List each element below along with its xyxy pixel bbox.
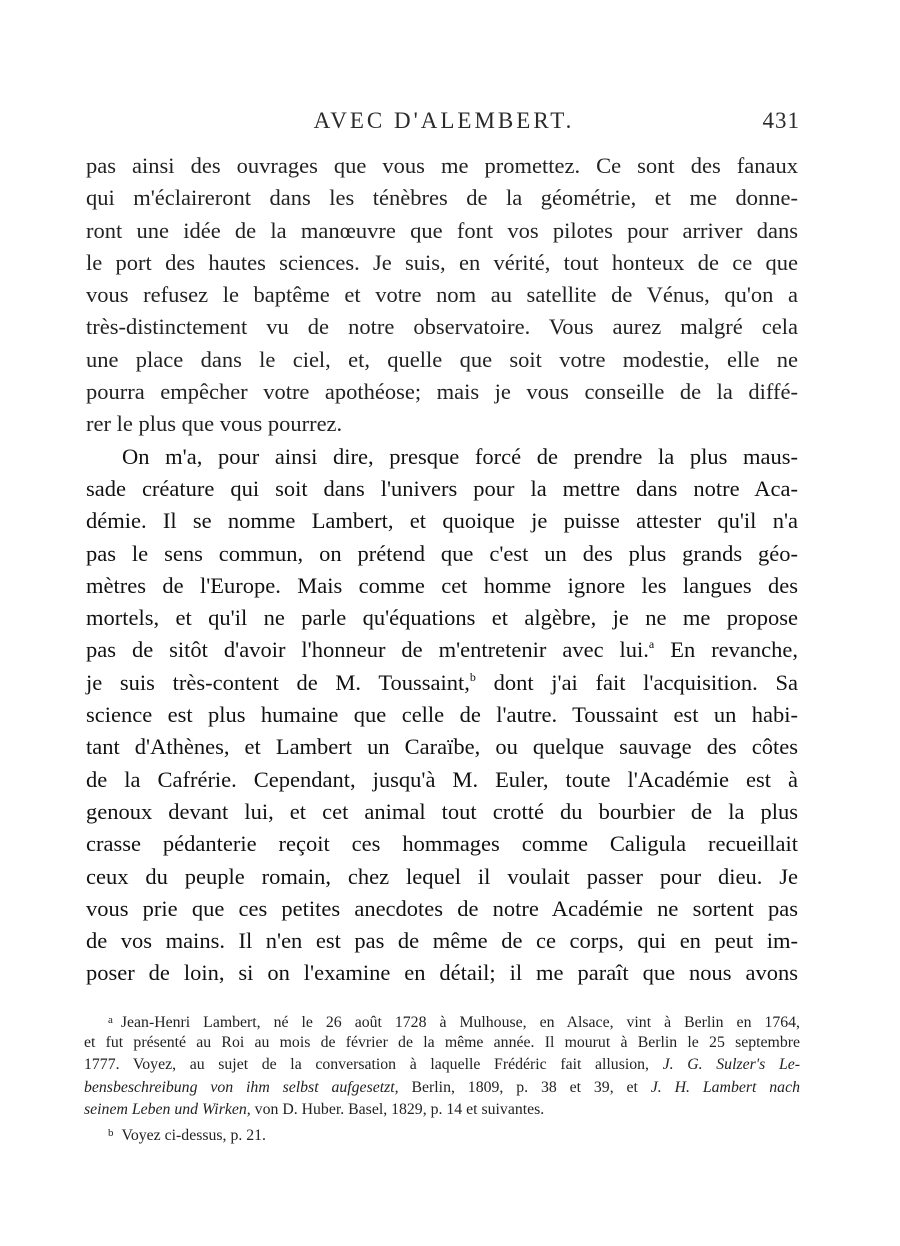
footnotes bbox=[84, 1009, 800, 1144]
footnote-text: Voyez ci-dessus, p. 21. bbox=[121, 1126, 266, 1144]
body-line-text: En revanche, bbox=[654, 637, 799, 663]
page-header-title: AVEC D'ALEMBERT. bbox=[313, 108, 575, 133]
footnote-a bbox=[84, 1009, 800, 1032]
body-line-text: dont j'ai fait l'acquisition. Sa bbox=[475, 669, 798, 695]
body-line: de vos mains. Il n'en est pas de même de ce corps, qui en peut im- bbox=[86, 928, 798, 954]
footnote-text: von D. Huber. Basel, 1829, p. 14 et suivantes. bbox=[250, 1101, 545, 1118]
body-line-text: je suis très-content de M. Toussaint, bbox=[86, 669, 470, 695]
body-line: poser de loin, si on l'examine en détail; il me paraît que nous avons bbox=[86, 960, 798, 986]
footnote-marker-b: b bbox=[108, 1126, 114, 1139]
footnote-line bbox=[84, 1077, 800, 1100]
body-line: pourra empêcher votre apothéose; mais je vous conseille de la diffé- bbox=[86, 379, 798, 405]
footnote-b bbox=[84, 1122, 800, 1145]
body-line-text: pas de sitôt d'avoir l'honneur de m'entretenir avec lui. bbox=[86, 637, 649, 663]
body-line: rer le plus que vous pourrez. bbox=[86, 411, 343, 437]
footnote-marker-a: a bbox=[108, 1014, 113, 1026]
body-line: crasse pédanterie reçoit ces hommages comme Caligula recueillait bbox=[86, 831, 798, 857]
body-line: une place dans le ciel, et, quelle que soit votre modestie, elle ne bbox=[86, 346, 798, 372]
body-line: pas ainsi des ouvrages que vous me promettez. Ce sont des fanaux bbox=[86, 153, 798, 178]
body-line: tant d'Athènes, et Lambert un Caraïbe, ou quelque sauvage des côtes bbox=[86, 734, 798, 760]
footnote-ref-a[interactable]: a bbox=[648, 637, 655, 652]
footnote-line bbox=[84, 1099, 800, 1122]
body-line: mortels, et qu'il ne parle qu'équations et algèbre, je ne me propose bbox=[86, 605, 798, 631]
body-line: le port des hautes sciences. Je suis, en vérité, tout honteux de ce que bbox=[86, 249, 798, 275]
footnote-text: Jean-Henri Lambert, né le 26 août 1728 à Mulhouse, en Alsace, vint à Berlin en 1764, bbox=[120, 1014, 800, 1031]
body-line: genoux devant lui, et cet animal tout crotté du bourbier de la plus bbox=[86, 798, 798, 824]
body-line: démie. Il se nomme Lambert, et quoique je puisse attester qu'il n'a bbox=[86, 508, 798, 534]
body-line: science est plus humaine que celle de l'autre. Toussaint est un habi- bbox=[86, 702, 798, 728]
body-line: pas le sens commun, on prétend que c'est un des plus grands géo- bbox=[86, 540, 798, 566]
body-text bbox=[86, 150, 798, 990]
running-head bbox=[88, 108, 800, 140]
body-line: qui m'éclaireront dans les ténèbres de la géométrie, et me donne- bbox=[86, 185, 798, 211]
page-number: 431 bbox=[762, 108, 800, 133]
body-line: de la Cafrérie. Cependant, jusqu'à M. Euler, toute l'Académie est à bbox=[86, 766, 798, 792]
footnote-citation: J. H. Lambert nach bbox=[650, 1078, 800, 1096]
body-line: ront une idée de la manœuvre que font vos pilotes pour arriver dans bbox=[86, 217, 798, 243]
footnote-citation: J. G. Sulzer's Le- bbox=[662, 1056, 801, 1073]
body-line: On m'a, pour ainsi dire, presque forcé de prendre la plus maus- bbox=[122, 443, 798, 469]
body-line-with-note-b bbox=[86, 667, 798, 699]
body-line: vous prie que ces petites anecdotes de notre Académie ne sortent pas bbox=[86, 895, 798, 921]
footnote-line: et fut présenté au Roi au mois de février de la même année. Il mourut à Berlin le 25 septembre bbox=[84, 1033, 800, 1051]
body-line: très-distinctement vu de notre observatoire. Vous aurez malgré cela bbox=[86, 314, 798, 340]
footnote-citation: bensbeschreibung von ihm selbst aufgesetzt, bbox=[84, 1078, 399, 1096]
body-line: sade créature qui soit dans l'univers pour la mettre dans notre Aca- bbox=[86, 475, 798, 501]
footnote-line bbox=[84, 1054, 800, 1077]
footnote-citation: seinem Leben und Wirken, bbox=[84, 1101, 251, 1118]
footnote-ref-b[interactable]: b bbox=[469, 669, 476, 684]
footnote-text: Berlin, 1809, p. 38 et 39, et bbox=[398, 1078, 651, 1096]
footnote-text: 1777. Voyez, au sujet de la conversation à laquelle Frédéric fait allusion, bbox=[84, 1056, 649, 1073]
body-line: mètres de l'Europe. Mais comme cet homme ignore les langues des bbox=[86, 572, 798, 598]
body-line: vous refusez le baptême et votre nom au satellite de Vénus, qu'on a bbox=[86, 282, 798, 308]
body-line-with-note-a bbox=[86, 634, 798, 666]
body-line: ceux du peuple romain, chez lequel il voulait passer pour dieu. Je bbox=[86, 863, 798, 889]
